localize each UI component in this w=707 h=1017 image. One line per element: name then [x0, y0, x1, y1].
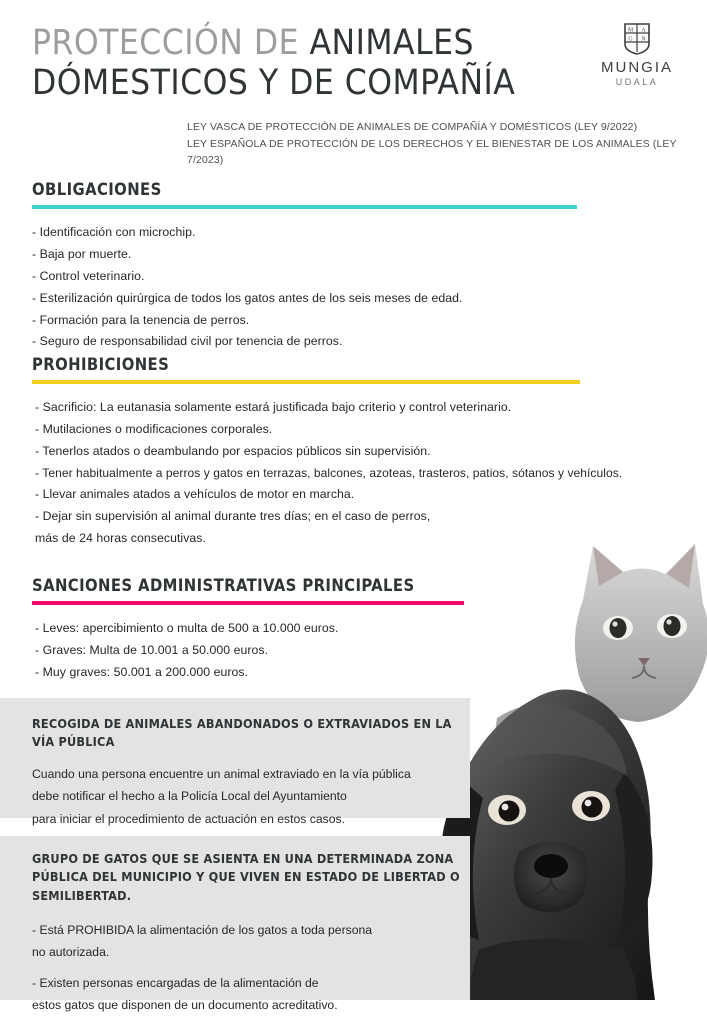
panel-line: - Existen personas encargadas de la alimentación de: [32, 975, 319, 990]
svg-text:I: I: [636, 45, 638, 52]
section-rule-teal: [32, 205, 577, 209]
list-item: - Tenerlos atados o deambulando por espacios públicos sin supervisión.: [35, 443, 431, 458]
list-item: - Tener habitualmente a perros y gatos en terrazas, balcones, azoteas, trasteros, patios, sótanos y vehículos.: [35, 465, 623, 480]
list-item: - Sacrificio: La eutanasia solamente estará justificada bajo criterio y control veterinario.: [35, 400, 512, 414]
page-title-line-2: DÓMESTICOS Y DE COMPAÑÍA: [32, 62, 516, 103]
panel-line: Cuando una persona encuentre un animal extraviado en la vía pública: [32, 766, 411, 781]
section-title: SANCIONES ADMINISTRATIVAS PRINCIPALES: [32, 576, 415, 595]
brand-subtitle: UDALA: [615, 77, 659, 87]
panel-line: - Está PROHIBIDA la alimentación de los gatos a toda persona: [32, 922, 373, 937]
law-references: [187, 119, 683, 168]
panel-line: no autorizada.: [32, 945, 110, 960]
panel-line: debe notificar el hecho a la Policía Local del Ayuntamiento: [32, 789, 347, 804]
panel-gatos: [32, 850, 472, 1017]
list-item: - Mutilaciones o modificaciones corporales.: [35, 421, 273, 436]
panel-recogida: [32, 715, 472, 830]
section-obligaciones: [32, 180, 577, 353]
list-item: - Formación para la tenencia de perros.: [32, 312, 250, 327]
title-part-1: PROTECCIÓN DE: [32, 23, 310, 63]
list-item: - Seguro de responsabilidad civil por tenencia de perros.: [32, 334, 343, 349]
panel-line: para iniciar el procedimiento de actuación en estos casos.: [32, 811, 345, 826]
list-item: - Esterilización quirúrgica de todos los gatos antes de los seis meses de edad.: [32, 290, 463, 305]
svg-text:M: M: [627, 27, 634, 34]
section-items: [35, 618, 464, 684]
panel-body: [32, 763, 472, 831]
list-item: - Graves: Multa de 10.001 a 50.000 euros.: [35, 642, 269, 657]
svg-text:A: A: [641, 27, 646, 34]
panel-line: estos gatos que disponen de un documento acreditativo.: [32, 998, 338, 1013]
list-item: - Dejar sin supervisión al animal durante tres días; en el caso de perros,: [35, 508, 431, 523]
section-title: OBLIGACIONES: [32, 180, 162, 199]
list-item: - Leves: apercibimiento o multa de 500 a 10.000 euros.: [35, 621, 339, 635]
panel-body: [32, 919, 472, 1017]
panel-title: RECOGIDA DE ANIMALES ABANDONADOS O EXTRAVIADOS EN LA VÍA PÚBLICA: [32, 716, 452, 750]
section-title: PROHIBICIONES: [32, 355, 170, 374]
list-item: - Muy graves: 50.001 a 200.000 euros.: [35, 664, 249, 679]
svg-text:G: G: [628, 36, 633, 43]
section-prohibiciones: [32, 355, 623, 550]
brand-name: MUNGIA: [601, 59, 673, 76]
list-item: - Llevar animales atados a vehículos de motor en marcha.: [35, 487, 355, 502]
brand-logo: [601, 22, 673, 87]
list-item: - Identificación con microchip.: [32, 225, 196, 239]
panel-title: GRUPO DE GATOS QUE SE ASIENTA EN UNA DETERMINADA ZONA PÚBLICA DEL MUNICIPIO Y QUE VIVEN EN ESTADO DE LIBERTAD O SEMILIBERTAD.: [32, 851, 460, 903]
page-title-line-1: [32, 23, 683, 63]
poster-header: [32, 23, 683, 168]
list-item: - Baja por muerte.: [32, 246, 132, 261]
law-reference-1: LEY VASCA DE PROTECCIÓN DE ANIMALES DE COMPAÑÍA Y DOMÉSTICOS (LEY 9/2022): [187, 121, 638, 134]
section-sanciones: [32, 576, 464, 684]
list-item: más de 24 horas consecutivas.: [35, 530, 206, 545]
cat-figure: [575, 544, 707, 722]
coat-of-arms-icon: [601, 22, 673, 56]
section-rule-pink: [32, 601, 464, 605]
law-reference-2: LEY ESPAÑOLA DE PROTECCIÓN DE LOS DERECHOS Y EL BIENESTAR DE LOS ANIMALES (LEY 7/2023): [187, 137, 677, 166]
svg-text:N: N: [641, 36, 646, 43]
title-part-2: ANIMALES: [309, 23, 474, 63]
section-rule-yellow: [32, 380, 580, 384]
section-items: [32, 222, 577, 353]
section-items: [35, 397, 623, 550]
list-item: - Control veterinario.: [32, 268, 145, 283]
